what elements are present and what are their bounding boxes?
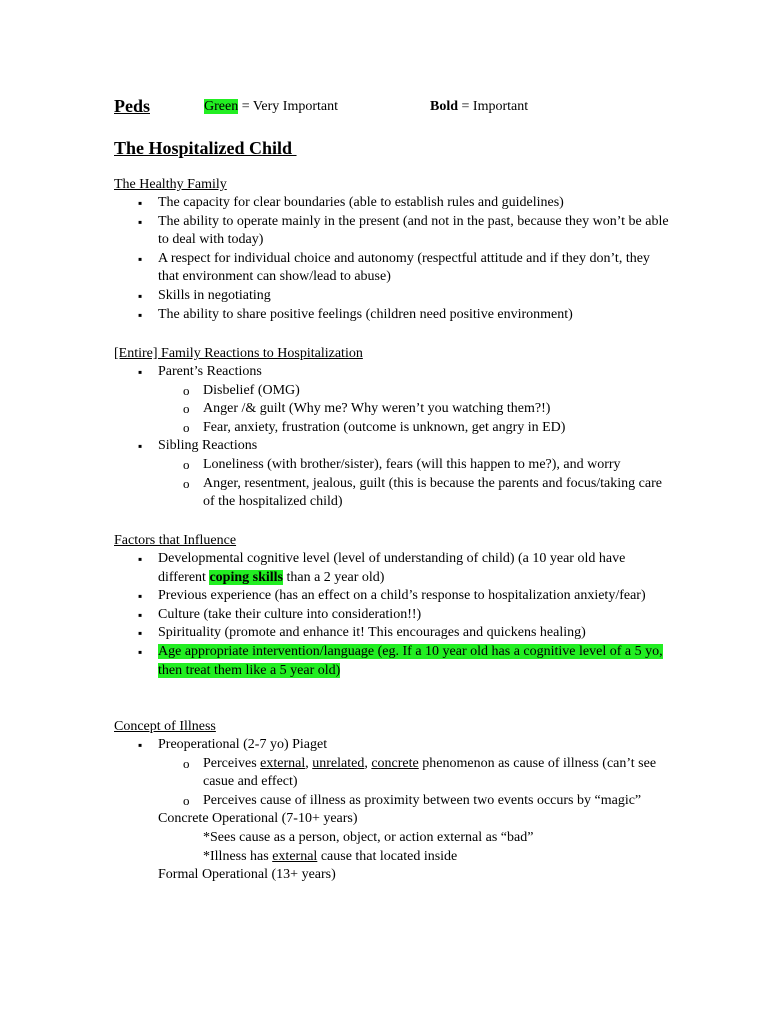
list-item: ▪ Previous experience (has an effect on a child’s response to hospitalization anxiety/fear) <box>114 587 674 606</box>
list-item: ▪ Developmental cognitive level (level of understanding of child) (a 10 year old have different coping skills than a 2 year old) <box>114 550 674 587</box>
section-heading: Factors that Influence <box>114 533 237 548</box>
sub-list-item: o Anger /& guilt (Why me? Why weren’t you watching them?!) <box>158 400 674 419</box>
list-item: ▪ Skills in negotiating <box>114 287 674 306</box>
concrete-operational-label: Concrete Operational (7-10+ years) <box>158 811 358 827</box>
sub-list-item: o Perceives external, unrelated, concrete phenomenon as cause of illness (can’t see casue and effect) <box>158 755 674 792</box>
section-heading: The Healthy Family <box>114 177 227 192</box>
list-item-preoperational: ▪ Preoperational (2-7 yo) Piaget o Perceives external, unrelated, concrete phenomenon as cause of illness (can’t see casue and effect) o Perceives cause of illness as proximity between two events occurs by “magic” <box>114 736 674 810</box>
sub-list <box>158 382 674 438</box>
list-item: ▪ Spirituality (promote and enhance it! This encourages and quickens healing) <box>114 624 674 643</box>
list-item: ▪ The ability to operate mainly in the present (and not in the past, because they won’t be able to deal with today) <box>114 213 674 250</box>
section-heading: Concept of Illness <box>114 719 216 734</box>
legend-very-important: Green = Very Important <box>204 99 338 114</box>
bullet-list <box>114 194 674 324</box>
sub-list-item: o Perceives cause of illness as proximity between two events occurs by “magic” <box>158 792 674 811</box>
section-heading: [Entire] Family Reactions to Hospitalization <box>114 346 363 361</box>
bullet-list <box>114 550 674 680</box>
bold-sample: Bold <box>430 99 459 114</box>
document-title: The Hospitalized Child <box>114 138 297 158</box>
section-healthy-family <box>114 176 674 324</box>
formal-operational-label: Formal Operational (13+ years) <box>158 867 336 883</box>
sub-list-item: o Fear, anxiety, frustration (outcome is unknown, get angry in ED) <box>158 419 674 438</box>
sub-list <box>158 456 674 512</box>
list-item <box>114 643 674 680</box>
sub-list <box>158 755 674 811</box>
legend-important: Bold = Important <box>430 99 529 114</box>
note-line: *Illness has external cause that located inside <box>203 848 458 864</box>
list-item-sibling-reactions: ▪ Sibling Reactions o Loneliness (with brother/sister), fears (will this happen to me?), and worry o Anger, resentment, jealous, guilt (this is because the parents and focus/taking care of the hospitalized child) <box>114 437 674 511</box>
list-item: ▪ The ability to share positive feelings (children need positive environment) <box>114 306 674 325</box>
note-line: *Sees cause as a person, object, or action external as “bad” <box>203 829 534 845</box>
sub-list-item: o Disbelief (OMG) <box>158 382 674 401</box>
section-family-reactions <box>114 345 674 512</box>
course-title: Peds <box>114 96 150 116</box>
sub-list-item: o Anger, resentment, jealous, guilt (this is because the parents and focus/taking care of the hospitalized child) <box>158 475 674 512</box>
section-factors <box>114 532 674 680</box>
bullet-list <box>114 363 674 512</box>
page-header <box>114 96 674 118</box>
list-item: ▪ Culture (take their culture into consideration!!) <box>114 606 674 625</box>
section-concept-of-illness <box>114 718 674 885</box>
bullet-list <box>114 736 674 810</box>
green-highlight: coping skills <box>209 569 283 585</box>
green-highlight-sample: Green <box>204 99 239 114</box>
list-item: ▪ A respect for individual choice and autonomy (respectful attitude and if they don’t, they that environment can show/lead to abuse) <box>114 250 674 287</box>
green-highlight: Age appropriate intervention/language (eg. If a 10 year old has a cognitive level of a 5 yo, then treat them like a 5 year old) <box>158 643 663 678</box>
list-item: ▪ The capacity for clear boundaries (able to establish rules and guidelines) <box>114 194 674 213</box>
list-item-parent-reactions: ▪ Parent’s Reactions o Disbelief (OMG) o Anger /& guilt (Why me? Why weren’t you watching them?!) o Fear, anxiety, frustration (outcome is unknown, get angry in ED) <box>114 363 674 437</box>
sub-list-item: o Loneliness (with brother/sister), fears (will this happen to me?), and worry <box>158 456 674 475</box>
